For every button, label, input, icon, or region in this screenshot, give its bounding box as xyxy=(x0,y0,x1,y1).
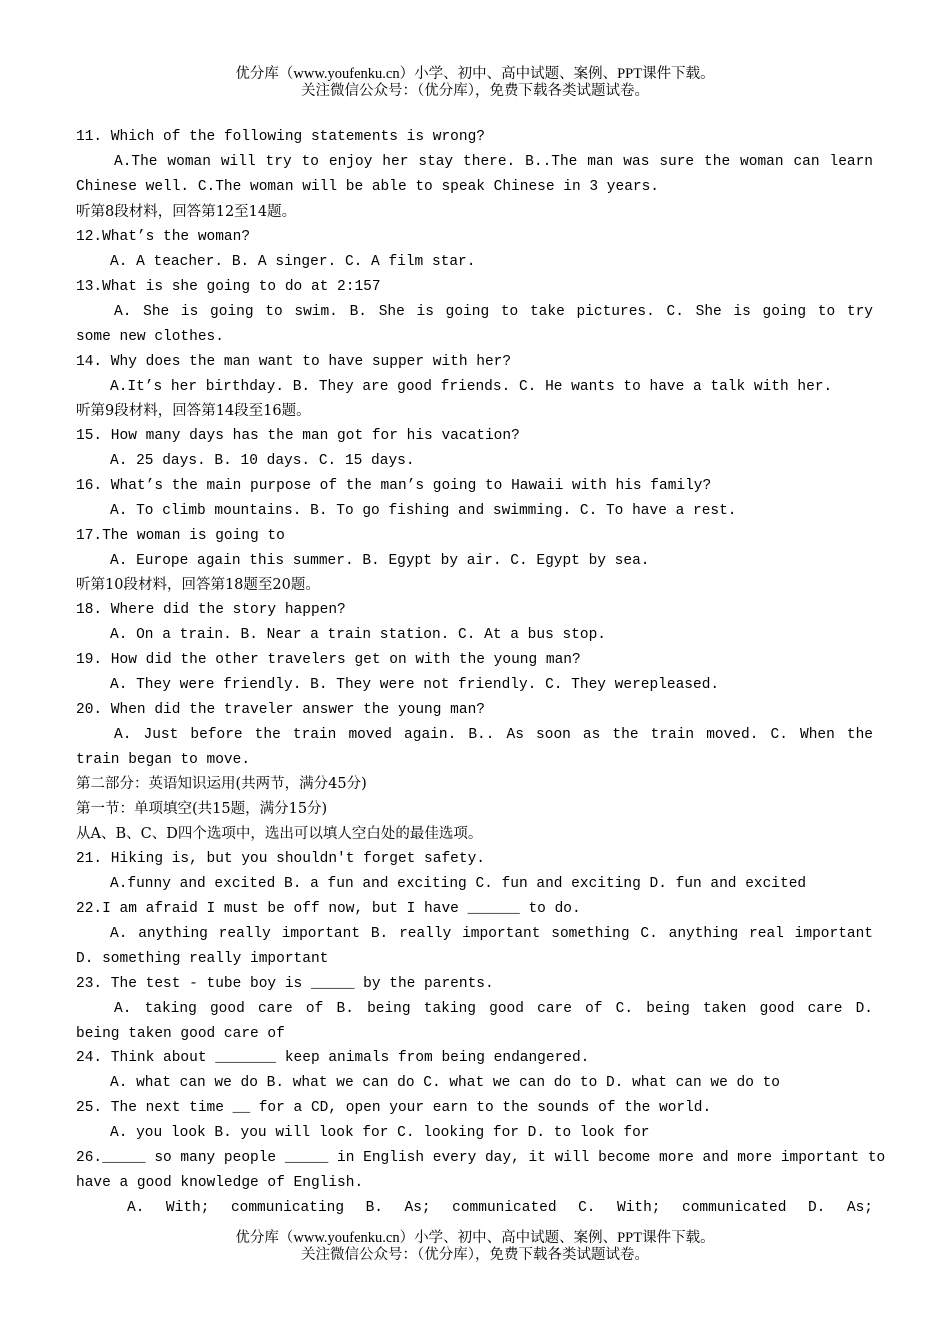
question-18-options: A. On a train. B. Near a train station. C. At a bus stop. xyxy=(110,627,606,643)
section-instruction: 从A、B、C、D四个选项中，选出可以填人空白处的最佳选项。 xyxy=(76,826,483,842)
section-heading: 第一节：单项填空(共15题，满分15分) xyxy=(76,801,328,817)
header-line-2: 关注微信公众号：（优分库），免费下载各类试题试卷。 xyxy=(301,83,649,99)
question-14: 14. Why does the man want to have supper with her? xyxy=(76,354,512,370)
question-16-options: A. To climb mountains. B. To go fishing and swimming. C. To have a rest. xyxy=(110,503,737,519)
question-24: 24. Think about _______ keep animals from being endangered. xyxy=(76,1050,590,1066)
question-21-options: A.funny and excited B. a fun and exciting C. fun and exciting D. fun and excited xyxy=(110,876,807,892)
section-instruction: 听第10段材料，回答第18题至20题。 xyxy=(76,577,320,593)
question-23: 23. The test - tube boy is _____ by the parents. xyxy=(76,976,494,992)
question-15-options: A. 25 days. B. 10 days. C. 15 days. xyxy=(110,453,415,469)
question-22: 22.I am afraid I must be off now, but I have ______ to do. xyxy=(76,901,581,917)
question-13-options-cont: some new clothes. xyxy=(76,329,224,345)
question-25-options: A. you look B. you will look for C. looking for D. to look for xyxy=(110,1125,650,1141)
question-20-options-cont: train began to move. xyxy=(76,752,251,768)
header-line-1: 优分库（www.youfenku.cn）小学、初中、高中试题、案例、PPT课件下载。 xyxy=(235,66,715,82)
question-12: 12.What’s the woman? xyxy=(76,229,251,245)
question-25: 25. The next time __ for a CD, open your earn to the sounds of the world. xyxy=(76,1100,712,1116)
question-26-options: A. With; communicating B. As; communicated C. With; communicated D. As; xyxy=(127,1200,873,1216)
question-17: 17.The woman is going to xyxy=(76,528,285,544)
question-14-options: A.It’s her birthday. B. They are good friends. C. He wants to have a talk with her. xyxy=(110,379,833,395)
section-instruction: 听第9段材料，回答第14段至16题。 xyxy=(76,403,311,419)
question-23-options: A. taking good care of B. being taking good care of C. being taken good care D. xyxy=(114,1001,873,1017)
question-19: 19. How did the other travelers get on with the young man? xyxy=(76,652,581,668)
question-17-options: A. Europe again this summer. B. Egypt by air. C. Egypt by sea. xyxy=(110,553,650,569)
question-24-options: A. what can we do B. what we can do C. what we can do to D. what can we do to xyxy=(110,1075,781,1091)
page-footer xyxy=(0,1230,950,1264)
question-22-options: A. anything really important B. really important something C. anything real important xyxy=(110,926,873,942)
question-26: 26._____ so many people _____ in English every day, it will become more and more important to xyxy=(76,1150,886,1166)
question-15: 15. How many days has the man got for his vacation? xyxy=(76,428,520,444)
question-11: 11. Which of the following statements is wrong? xyxy=(76,129,485,145)
question-23-options-cont: being taken good care of xyxy=(76,1026,285,1042)
section-instruction: 听第8段材料，回答第12至14题。 xyxy=(76,204,297,220)
question-20: 20. When did the traveler answer the young man? xyxy=(76,702,485,718)
footer-line-1: 优分库（www.youfenku.cn）小学、初中、高中试题、案例、PPT课件下载。 xyxy=(235,1230,715,1246)
footer-line-2: 关注微信公众号：（优分库），免费下载各类试题试卷。 xyxy=(301,1247,649,1263)
question-11-options: A.The woman will try to enjoy her stay there. B..The man was sure the woman can learn xyxy=(114,154,873,170)
question-19-options: A. They were friendly. B. They were not friendly. C. They werepleased. xyxy=(110,677,720,693)
question-12-options: A. A teacher. B. A singer. C. A film star. xyxy=(110,254,476,270)
question-26-cont: have a good knowledge of English. xyxy=(76,1175,364,1191)
question-13-options: A. She is going to swim. B. She is going to take pictures. C. She is going to try xyxy=(114,304,873,320)
question-18: 18. Where did the story happen? xyxy=(76,602,346,618)
question-16: 16. What’s the main purpose of the man’s going to Hawaii with his family? xyxy=(76,478,712,494)
page-header xyxy=(0,66,950,100)
question-11-options-cont: Chinese well. C.The woman will be able to speak Chinese in 3 years. xyxy=(76,179,659,195)
question-20-options: A. Just before the train moved again. B.. As soon as the train moved. C. When the xyxy=(114,727,873,743)
part-heading: 第二部分：英语知识运用(共两节，满分45分) xyxy=(76,776,367,792)
question-21: 21. Hiking is, but you shouldn't forget safety. xyxy=(76,851,485,867)
question-22-options-cont: D. something really important xyxy=(76,951,329,967)
question-13: 13.What is she going to do at 2:157 xyxy=(76,279,381,295)
